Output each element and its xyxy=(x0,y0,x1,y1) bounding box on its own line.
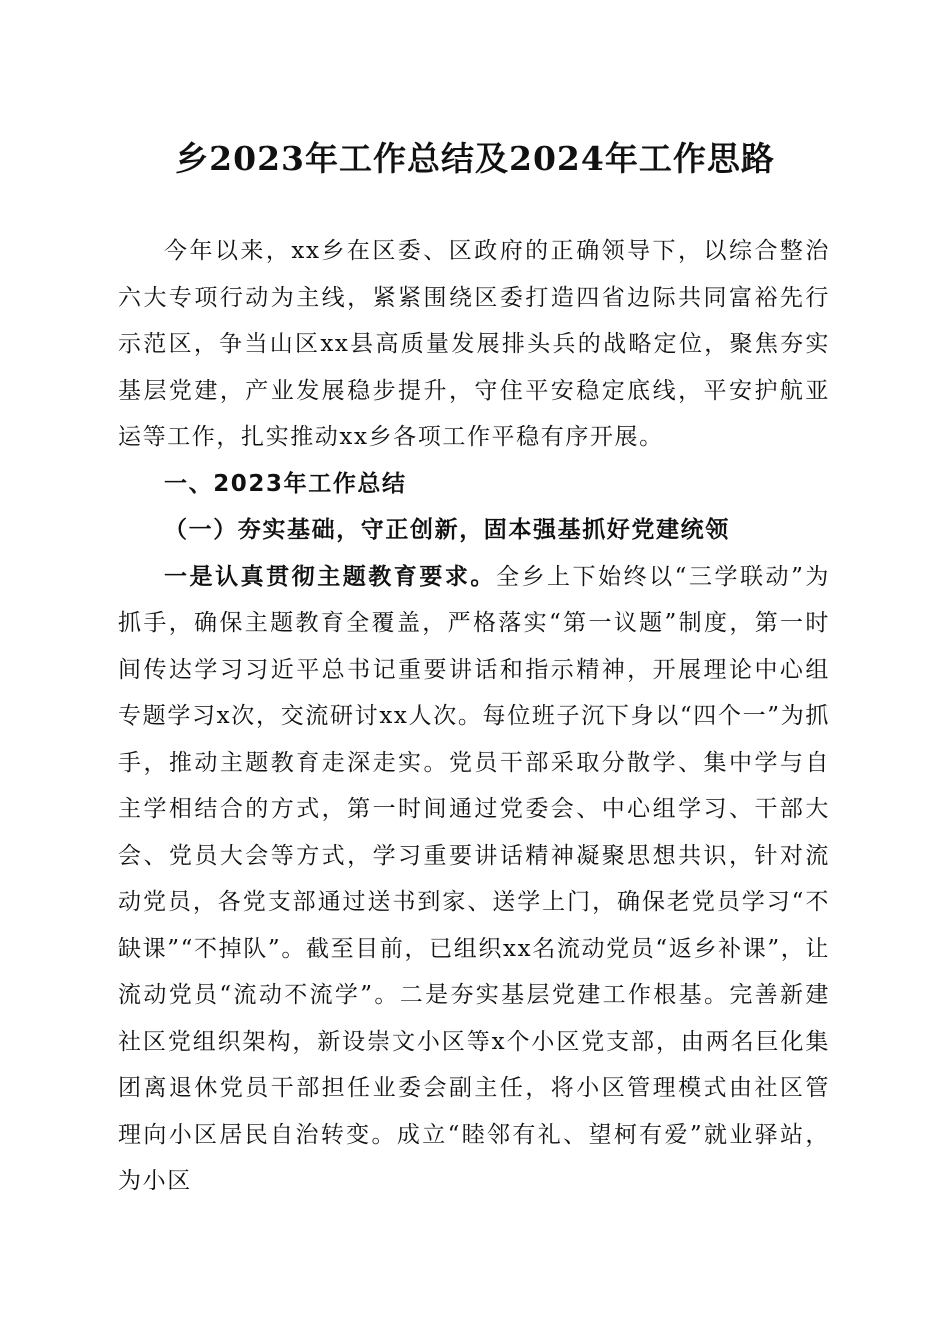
intro-paragraph: 今年以来，xx乡在区委、区政府的正确领导下，以综合整治六大专项行动为主线，紧紧围绕区委打造四省边际共同富裕先行示范区，争当山区xx县高质量发展排头兵的战略定位，聚焦夯实基层党建，产业发展稳步提升，守住平安稳定底线，平安护航亚运等工作，扎实推动xx乡各项工作平稳有序开展。 xyxy=(118,238,830,450)
document-title: 乡2023年工作总结及2024年工作思路 xyxy=(175,139,775,178)
paragraph-text: 全乡上下始终以“三学联动”为抓手，确保主题教育全覆盖，严格落实“第一议题”制度，第一时间传达学习习近平总书记重要讲话和指示精神，开展理论中心组专题学习x次，交流研讨xx人次。每位班子沉下身以“四个一”为抓手，推动主题教育走深走实。党员干部采取分散学、集中学与自主学相结合的方式，第一时间通过党委会、中心组学习、干部大会、党员大会等方式，学习重要讲话精神凝聚思想共识，针对流动党员，各党支部通过送书到家、送学上门，确保老党员学习“不缺课”“不掉队”。截至目前，已组织xx名流动党员“返乡补课”，让流动党员“流动不流学”。二是夯实基层党建工作根基。完善新建社区党组织架构，新设崇文小区等x个小区党支部，由两名巨化集团离退休党员干部担任业委会副主任，将小区管理模式由社区管理向小区居民自治转变。成立“睦邻有礼、望柯有爱”就业驿站，为小区 xyxy=(118,563,830,1194)
paragraph-lead: 一是认真贯彻主题教育要求。 xyxy=(164,562,496,590)
section-heading: 一、2023年工作总结 xyxy=(164,470,407,497)
body-paragraph xyxy=(118,554,830,1205)
subsection-heading: （一）夯实基础，守正创新，固本强基抓好党建统领 xyxy=(164,516,730,543)
document-body xyxy=(118,228,830,1205)
